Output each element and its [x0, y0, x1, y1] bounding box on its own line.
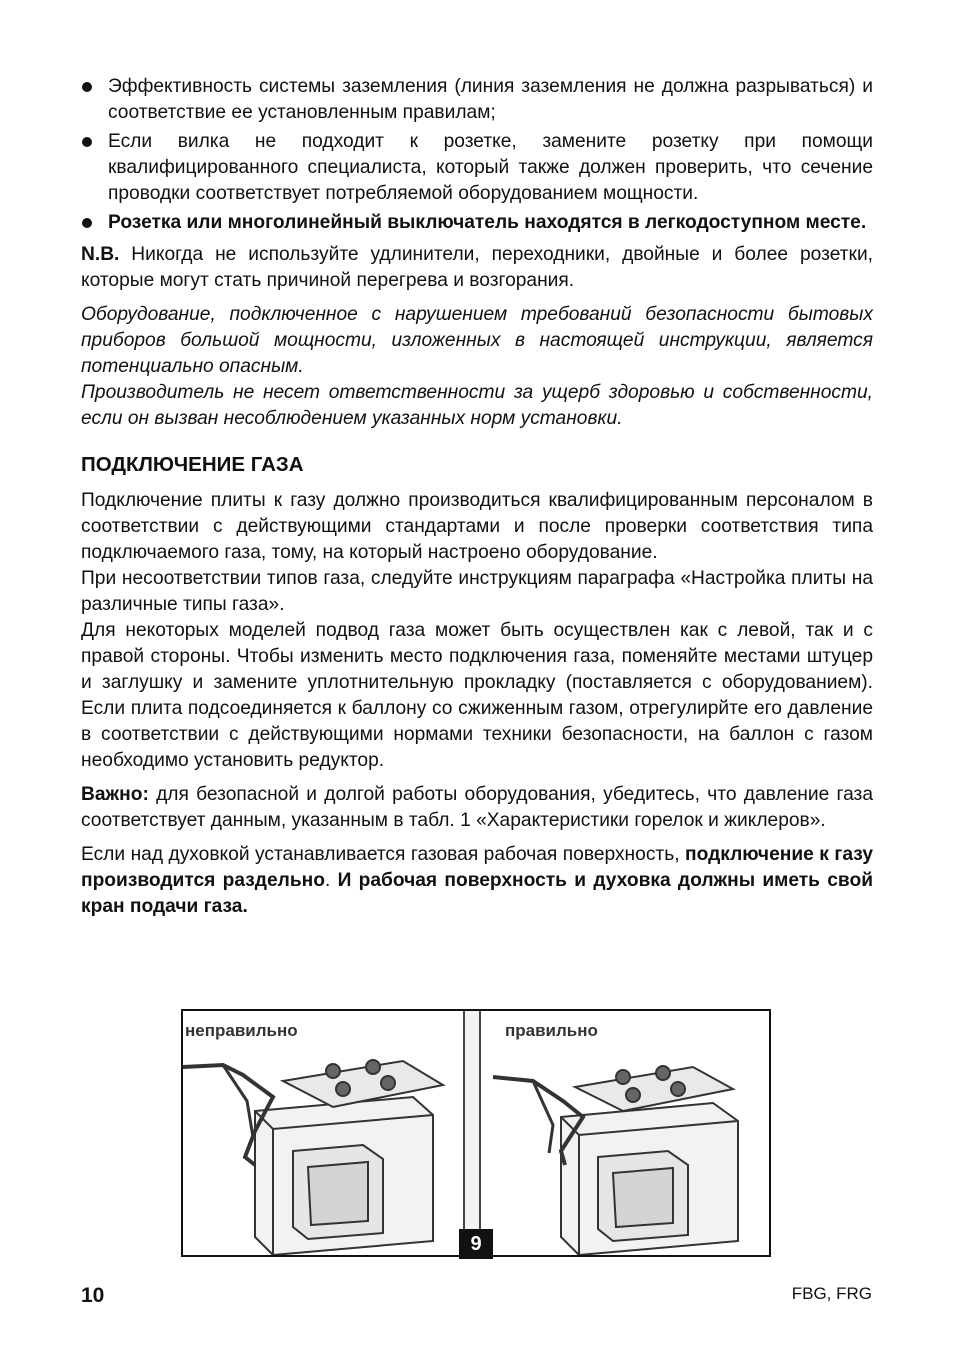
bullet-icon: [82, 82, 92, 92]
final-text: .: [324, 870, 338, 891]
important-label: Важно:: [81, 784, 149, 805]
gas-paragraph: При несоответствии типов газа, следуйте инструкциям параграфа «Настройка плиты на различные типы газа».: [81, 568, 873, 615]
bullet-icon: [82, 137, 92, 147]
bullet-icon: [82, 218, 92, 228]
figure-label-wrong: неправильно: [185, 1021, 298, 1040]
gas-paragraph: Подключение плиты к газу должно производиться квалифицированным персоналом в соответствии с действующими стандартами и после проверки соответствия типа подключаемого газа, тому, на который настроено оборудование.: [81, 490, 873, 563]
liability-paragraph: Производитель не несет ответственности за ущерб здоровью и собственности, если он вызван несоблюдением указанных норм установки.: [81, 382, 873, 429]
stove-right-illustration: [483, 1041, 769, 1255]
figure-divider: [463, 1011, 481, 1255]
connection-figure: [181, 1009, 771, 1257]
figure-number: 9: [459, 1229, 493, 1259]
nb-text: Никогда не используйте удлинители, переходники, двойные и более розетки, которые могут стать причиной перегрева и возгорания.: [81, 244, 873, 291]
nb-paragraph: [81, 242, 873, 294]
warning-paragraph: Оборудование, подключенное с нарушением требований безопасности бытовых приборов большой мощности, изложенных в настоящей инструкции, является потенциально опасным.: [81, 304, 873, 377]
list-item-text: Эффективность системы заземления (линия заземления не должна разрываться) и соответствие ее установленным правилам;: [108, 76, 873, 123]
important-text: для безопасной и долгой работы оборудования, убедитесь, что давление газа соответствует данным, указанным в табл. 1 «Характеристики горелок и жиклеров».: [81, 784, 873, 831]
list-item-text: Если вилка не подходит к розетке, замените розетку при помощи квалифицированного специалиста, который также должен проверить, что сечение проводки соответствует потребляемой оборудованием мощности.: [108, 131, 873, 204]
nb-label: N.B.: [81, 244, 120, 265]
final-paragraph: [81, 842, 873, 920]
stove-wrong-illustration: [183, 1041, 461, 1255]
gas-paragraph: Для некоторых моделей подвод газа может быть осуществлен как с левой, так и с правой стороны. Чтобы изменить место подключения газа, поменяйте местами штуцер и заглушку и замените уплотнительную прокладку (поставляется с оборудованием). Если плита подсоединяется к баллону со сжиженным газом, отрегулирйте его давление в соответствии с действующими нормами техники безопасности, на баллон с газом необходимо установить редуктор.: [81, 620, 873, 771]
section-title: ПОДКЛЮЧЕНИЕ ГАЗА: [81, 453, 304, 476]
important-paragraph: [81, 782, 873, 834]
list-item-text: Розетка или многолинейный выключатель находятся в легкодоступном месте.: [108, 212, 867, 233]
list-item: [81, 74, 873, 126]
model-label: FBG, FRG: [791, 1284, 872, 1303]
page-content: [81, 74, 873, 920]
final-bold-text: И рабочая поверхность и духовка должны иметь свой кран подачи газа.: [81, 870, 873, 917]
requirements-list: [81, 74, 873, 236]
final-text: Если над духовкой устанавливается газовая рабочая поверхность,: [81, 844, 686, 865]
list-item: [81, 210, 873, 236]
final-bold-text: подключение к газу производится раздельно: [81, 844, 873, 891]
page-number: 10: [81, 1284, 105, 1307]
list-item: [81, 129, 873, 207]
figure-label-right: правильно: [505, 1021, 598, 1040]
